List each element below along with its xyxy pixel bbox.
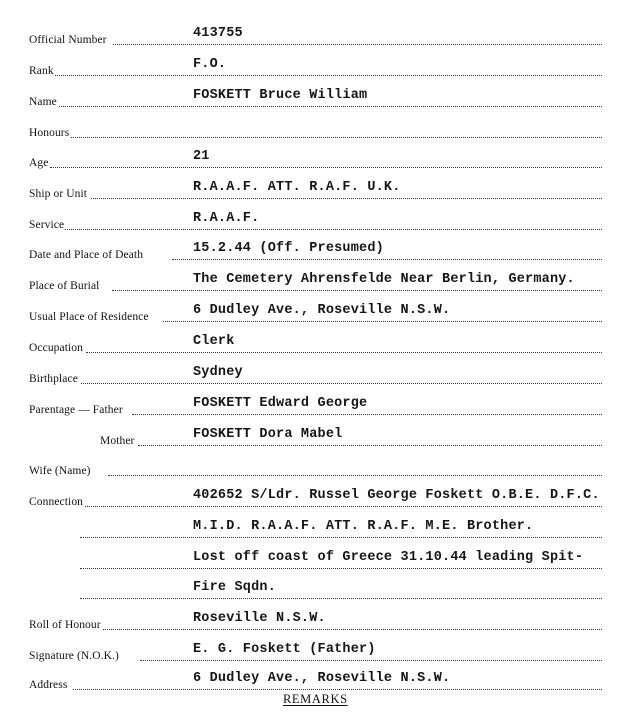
value-mother: FOSKETT Dora Mabel [193,427,343,442]
field-address [0,662,640,692]
value-connection: 402652 S/Ldr. Russel George Foskett O.B.E. D.F.C. [193,488,600,503]
dotted-line [73,689,602,690]
value-ship-or-unit: R.A.A.F. ATT. R.A.F. U.K. [193,180,401,195]
field-age [0,140,640,170]
field-occupation [0,325,640,355]
value-official-number: 413755 [193,26,243,41]
dotted-line [100,629,602,630]
label-service: Service [29,219,65,231]
dotted-line [80,568,602,569]
dotted-line [140,660,602,661]
field-roll-of-honour [0,602,640,632]
label-rank: Rank [29,65,54,77]
value-signature: E. G. Foskett (Father) [193,642,376,657]
field-connection-continued-3 [0,571,640,601]
value-service: R.A.A.F. [193,211,260,226]
dotted-line [80,598,602,599]
dotted-line [56,106,602,107]
value-parentage-father: FOSKETT Edward George [193,396,368,411]
dotted-line [91,198,602,199]
field-mother [0,418,640,448]
dotted-line [86,352,602,353]
label-signature: Signature (N.O.K.) [29,650,119,662]
label-usual-residence: Usual Place of Residence [29,311,149,323]
field-connection [0,479,640,509]
dotted-line [113,44,602,45]
field-rank [0,48,640,78]
label-mother: Mother [100,435,135,447]
dotted-line [65,229,602,230]
label-age: Age [29,157,49,169]
field-honours [0,110,640,140]
label-parentage-father: Parentage — Father [29,404,123,416]
value-rank: F.O. [193,57,227,72]
field-ship-or-unit [0,171,640,201]
dotted-line [67,137,602,138]
label-birthplace: Birthplace [29,373,78,385]
value-usual-residence: 6 Dudley Ave., Roseville N.S.W. [193,303,451,318]
label-ship-or-unit: Ship or Unit [29,188,88,200]
value-name: FOSKETT Bruce William [193,88,368,103]
dotted-line [112,290,602,291]
label-name: Name [29,96,57,108]
dotted-line [108,475,602,476]
field-wife [0,448,640,478]
field-connection-continued-2 [0,541,640,571]
dotted-line [80,537,602,538]
field-name [0,79,640,109]
field-service [0,202,640,232]
remarks-heading: REMARKS [283,692,348,706]
dotted-line [81,383,602,384]
label-place-of-burial: Place of Burial [29,280,100,292]
label-address: Address [29,679,68,691]
dotted-line [85,506,602,507]
value-date-place-death: 15.2.44 (Off. Presumed) [193,241,384,256]
field-place-of-burial [0,263,640,293]
value-age: 21 [193,149,210,164]
dotted-line [132,414,602,415]
value-roll-of-honour: Roseville N.S.W. [193,611,326,626]
value-occupation: Clerk [193,334,235,349]
field-official-number [0,17,640,47]
field-date-place-death [0,232,640,262]
value-connection-4: Fire Sqdn. [193,580,277,595]
label-honours: Honours [29,127,70,139]
value-place-of-burial: The Cemetery Ahrensfelde Near Berlin, Germany. [193,272,575,287]
field-usual-residence [0,294,640,324]
field-birthplace [0,356,640,386]
label-occupation: Occupation [29,342,84,354]
dotted-line [163,321,602,322]
value-address: 6 Dudley Ave., Roseville N.S.W. [193,671,451,686]
dotted-line [138,445,602,446]
value-connection-2: M.I.D. R.A.A.F. ATT. R.A.F. M.E. Brother. [193,519,534,534]
label-date-place-death: Date and Place of Death [29,249,144,261]
field-connection-continued-1 [0,510,640,540]
label-roll-of-honour: Roll of Honour [29,619,101,631]
field-signature [0,633,640,663]
value-connection-3: Lost off coast of Greece 31.10.44 leading Spit- [193,550,584,565]
dotted-line [54,75,602,76]
value-birthplace: Sydney [193,365,243,380]
dotted-line [172,259,602,260]
field-parentage-father [0,387,640,417]
label-wife: Wife (Name) [29,465,91,477]
dotted-line [50,167,602,168]
label-connection: Connection [29,496,84,508]
label-official-number: Official Number [29,34,107,46]
